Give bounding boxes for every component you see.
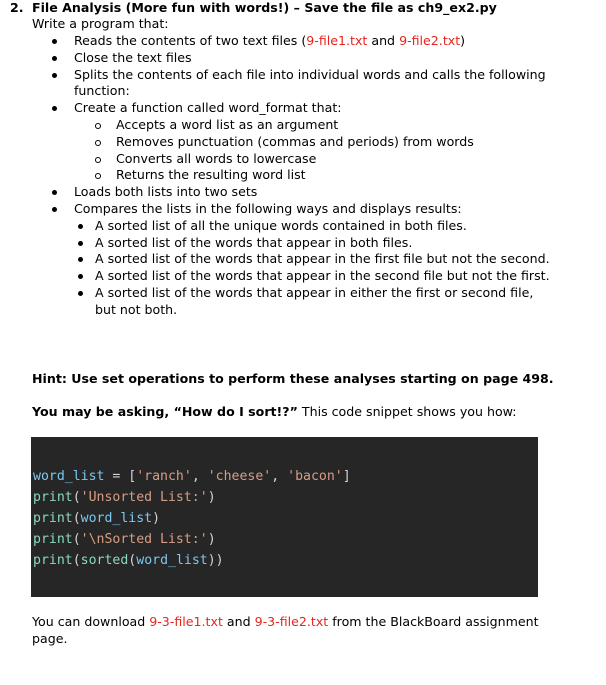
- function-steps-list: [74, 117, 552, 184]
- requirements-list: [32, 33, 552, 319]
- sub-list-item: A sorted list of the words that appear in both files.: [74, 235, 552, 252]
- heading-text: File Analysis (More fun with words!) – Save the file as ch9_ex2.py: [32, 0, 497, 15]
- sub-list-item: A sorted list of the words that appear in either the first or second file, but not both.: [74, 285, 552, 319]
- intro-text: Write a program that:: [32, 16, 169, 31]
- download-note-text: and: [222, 614, 255, 629]
- list-item: [32, 67, 552, 101]
- sort-question-rest: This code snippet shows you how:: [297, 404, 517, 419]
- download-note: [32, 614, 552, 648]
- list-item-text: Close the text files: [74, 49, 192, 65]
- list-item-text: Reads the contents of two text files (: [74, 33, 307, 48]
- list-item-text: and: [367, 33, 400, 48]
- list-item: [32, 184, 552, 201]
- download-file1: 9-3-file1.txt: [149, 614, 223, 629]
- list-item-text: Create a function called word_format that:: [74, 100, 342, 116]
- list-item-text: Splits the contents of each file into individual words and calls the following function:: [74, 66, 546, 99]
- code-snippet: [31, 437, 538, 597]
- list-item-text: Loads both lists into two sets: [74, 184, 258, 200]
- code-line-1: word_list = ['ranch', 'cheese', 'bacon']: [33, 469, 351, 484]
- sort-question: [32, 404, 517, 421]
- file2-name: 9-file2.txt: [399, 33, 461, 48]
- code-line-4: print('\nSorted List:'): [33, 532, 216, 547]
- file1-name: 9-file1.txt: [306, 33, 368, 48]
- list-item-text: ): [460, 33, 466, 48]
- comparison-list: [74, 218, 552, 319]
- code-line-5: print(sorted(word_list)): [33, 553, 224, 568]
- sub-list-item: Converts all words to lowercase: [74, 151, 552, 168]
- list-item: [32, 100, 552, 184]
- sub-list-item: A sorted list of all the unique words contained in both files.: [74, 218, 552, 235]
- section-heading: [10, 0, 497, 17]
- sub-list-item: Accepts a word list as an argument: [74, 117, 552, 134]
- list-item: [32, 33, 552, 50]
- sub-list-item: A sorted list of the words that appear in the first file but not the second.: [74, 251, 552, 268]
- code-line-3: print(word_list): [33, 511, 161, 526]
- download-note-text: You can download: [32, 614, 150, 629]
- download-note-text: from the BlackBoard assignment page.: [32, 614, 539, 646]
- code-lines: [33, 466, 351, 571]
- list-item-text: Compares the lists in the following ways and displays results:: [74, 200, 462, 216]
- list-item: [32, 201, 552, 319]
- download-file2: 9-3-file2.txt: [254, 614, 329, 629]
- sub-list-item: A sorted list of the words that appear in the second file but not the first.: [74, 268, 552, 285]
- list-item: [32, 50, 552, 67]
- sub-list-item: Returns the resulting word list: [74, 167, 552, 184]
- sort-question-bold: You may be asking, “How do I sort!?”: [32, 404, 298, 419]
- sub-list-item: Removes punctuation (commas and periods) from words: [74, 134, 552, 151]
- code-line-2: print('Unsorted List:'): [33, 490, 216, 505]
- heading-number: 2.: [10, 0, 24, 15]
- hint-text: Hint: Use set operations to perform these analyses starting on page 498.: [32, 371, 554, 386]
